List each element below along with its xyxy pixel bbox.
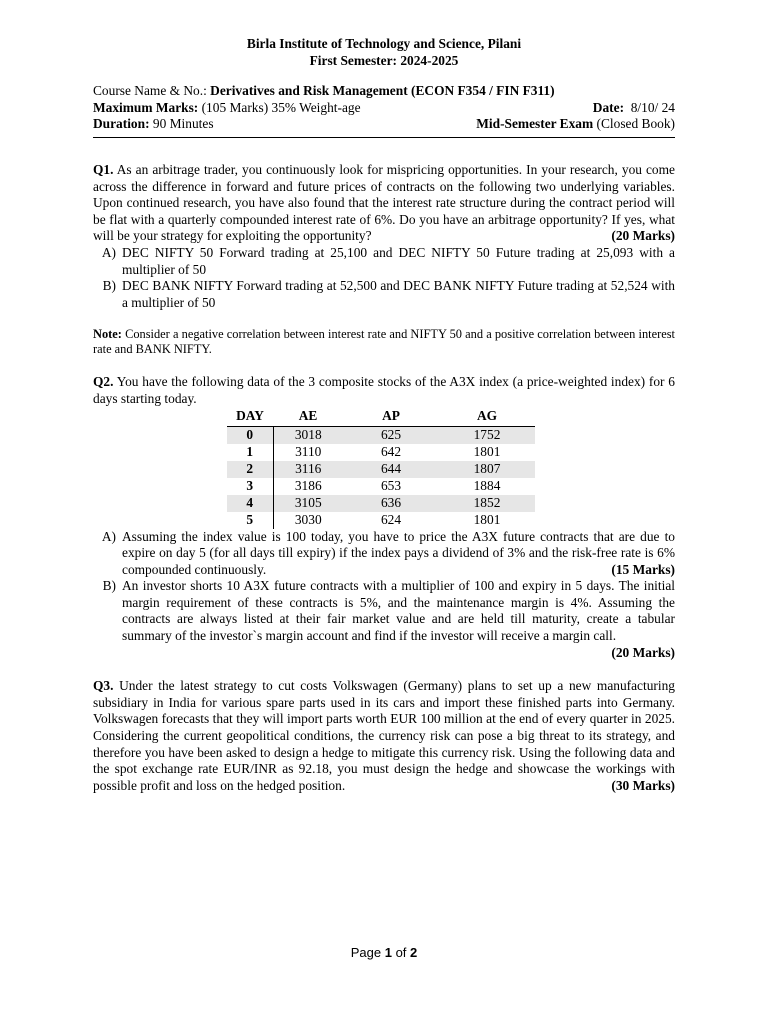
table-cell: 1801 [473, 511, 501, 527]
table-cell: 653 [380, 477, 402, 493]
q1-option-b-label: B) [102, 278, 116, 294]
table-cell: 1807 [439, 461, 535, 478]
table-cell: 624 [380, 511, 402, 527]
q2-option-b-label: B) [102, 578, 116, 594]
table-cell: 3105 [273, 495, 343, 512]
page-number: 1 [384, 945, 392, 960]
q1-number: Q1. [93, 161, 114, 177]
table-cell: 3110 [295, 443, 322, 459]
q1-option-a [93, 245, 675, 278]
max-marks-label: Maximum Marks: [93, 99, 199, 115]
course-line [93, 83, 675, 100]
q2-number: Q2. [93, 374, 114, 390]
table-header-row [227, 408, 535, 427]
table-cell: 3116 [273, 461, 343, 478]
q2-options [93, 529, 675, 662]
note [93, 327, 675, 357]
course-label: Course Name & No.: [93, 83, 211, 99]
col-header-ag: AG [439, 408, 535, 427]
exam-type-value: (Closed Book) [593, 116, 675, 132]
q2-option-b-text: An investor shorts 10 A3X future contracts with a multiplier of 100 and expiry in 5 days. The initial margin requirement of these contracts is 5%, and the maintenance margin is 4%. Assuming the contracts are always listed at their fair market value and are held till maturity, create a tabular summary of the investor`s margin account and find if the investor will receive a margin call. [122, 578, 675, 644]
page-footer [0, 945, 768, 960]
table-row [227, 478, 535, 495]
date-value: 8/10/ 24 [624, 99, 675, 115]
q2-option-a-marks: (15 Marks) [611, 561, 675, 577]
table-cell: 636 [343, 495, 439, 512]
table-row [227, 461, 535, 478]
col-header-ap: AP [343, 408, 439, 427]
page-prefix: Page [350, 945, 385, 960]
table-cell: 1884 [473, 477, 501, 493]
table-cell: 625 [343, 426, 439, 444]
note-text: Consider a negative correlation between interest rate and NIFTY 50 and a positive correlation between interest rate and BANK NIFTY. [93, 327, 675, 357]
table-cell: 5 [227, 512, 273, 529]
table-cell: 4 [227, 495, 273, 512]
q2-option-b-marks: (20 Marks) [611, 644, 675, 660]
table-row [227, 512, 535, 529]
duration-label: Duration: [93, 116, 150, 132]
q1-text: As an arbitrage trader, you continuously look for mispricing opportunities. In your research, you come across the difference in forward and future prices of contracts on the following two underlying variables. Upon continued research, you have also found that the interest rate structure during the contract period will be flat with a quarterly compounded interest rate of 6%. Do you have an arbitrage opportunity? If yes, what will be your strategy for exploiting the opportunity? [93, 161, 675, 244]
course-value: Derivatives and Risk Management (ECON F354 / FIN F311) [210, 83, 555, 99]
exam-page [93, 36, 675, 794]
duration-exam-line [93, 116, 675, 133]
table-cell: 0 [227, 426, 273, 444]
question-2 [93, 374, 675, 407]
q1-option-a-text: DEC NIFTY 50 Forward trading at 25,100 and DEC NIFTY 50 Future trading at 25,093 with a multiplier of 50 [122, 244, 675, 277]
table-cell: 1 [227, 444, 273, 461]
question-3 [93, 678, 675, 794]
table-row [227, 444, 535, 461]
q3-marks: (30 Marks) [611, 777, 675, 793]
stock-data-table [227, 408, 535, 529]
page-total: 2 [410, 945, 418, 960]
date-label: Date: [592, 99, 625, 115]
q2-option-a-label: A) [101, 528, 116, 544]
q2-text: You have the following data of the 3 composite stocks of the A3X index (a price-weighted index) for 6 days starting today. [93, 374, 675, 406]
table-row [227, 426, 535, 444]
note-label: Note: [93, 327, 122, 342]
table-cell: 644 [343, 461, 439, 478]
table-cell: 642 [380, 443, 402, 459]
question-1 [93, 162, 675, 245]
q2-option-a-text: Assuming the index value is 100 today, you have to price the A3X future contracts that are due to expire on day 5 (for all days till expiry) if the index pays a dividend of 3% and the risk-free rate is 6% compounded continuously. [122, 528, 675, 577]
duration-value: 90 Minutes [149, 116, 214, 132]
col-header-day: DAY [227, 408, 273, 427]
q1-option-a-label: A) [101, 244, 116, 260]
col-header-ae: AE [273, 408, 343, 427]
exam-type-label: Mid-Semester Exam [476, 116, 594, 132]
marks-date-line [93, 100, 675, 117]
table-cell: 1852 [439, 495, 535, 512]
q1-option-b [93, 278, 675, 311]
q2-option-a [93, 529, 675, 579]
q1-options [93, 245, 675, 311]
table-cell: 3 [227, 478, 273, 495]
table-cell: 3186 [294, 477, 322, 493]
q3-number: Q3. [93, 678, 114, 694]
semester: First Semester: 2024-2025 [309, 52, 459, 68]
q1-option-b-text: DEC BANK NIFTY Forward trading at 52,500 and DEC BANK NIFTY Future trading at 52,524 with a multiplier of 50 [122, 278, 675, 310]
max-marks-value: (105 Marks) 35% Weight-age [198, 99, 361, 115]
table-cell: 3018 [273, 426, 343, 444]
q3-text: Under the latest strategy to cut costs Volkswagen (Germany) plans to set up a new manufacturing subsidiary in India for various spare parts used in its cars and import these finished parts into Germany. Volkswagen forecasts that they will import parts worth EUR 100 million at the end of every quarter in 2025. Considering the current geopolitical conditions, the currency risk can pose a big threat to its strategy, and therefore you have been asked to design a hedge to mitigate this currency risk. Using the following data and the spot exchange rate EUR/INR as 92.18, you must design the hedge and showcase the workings with possible profit and loss on the hedged position. [93, 678, 675, 793]
q1-marks: (20 Marks) [611, 228, 675, 244]
table-cell: 3030 [294, 511, 322, 527]
header-divider [93, 137, 675, 138]
table-cell: 1801 [473, 443, 501, 459]
table-cell: 2 [227, 461, 273, 478]
page-mid: of [391, 945, 411, 960]
institute-name: Birla Institute of Technology and Science, Pilani [246, 36, 522, 51]
table-cell: 1752 [439, 426, 535, 444]
q2-option-b [93, 578, 675, 661]
table-row [227, 495, 535, 512]
